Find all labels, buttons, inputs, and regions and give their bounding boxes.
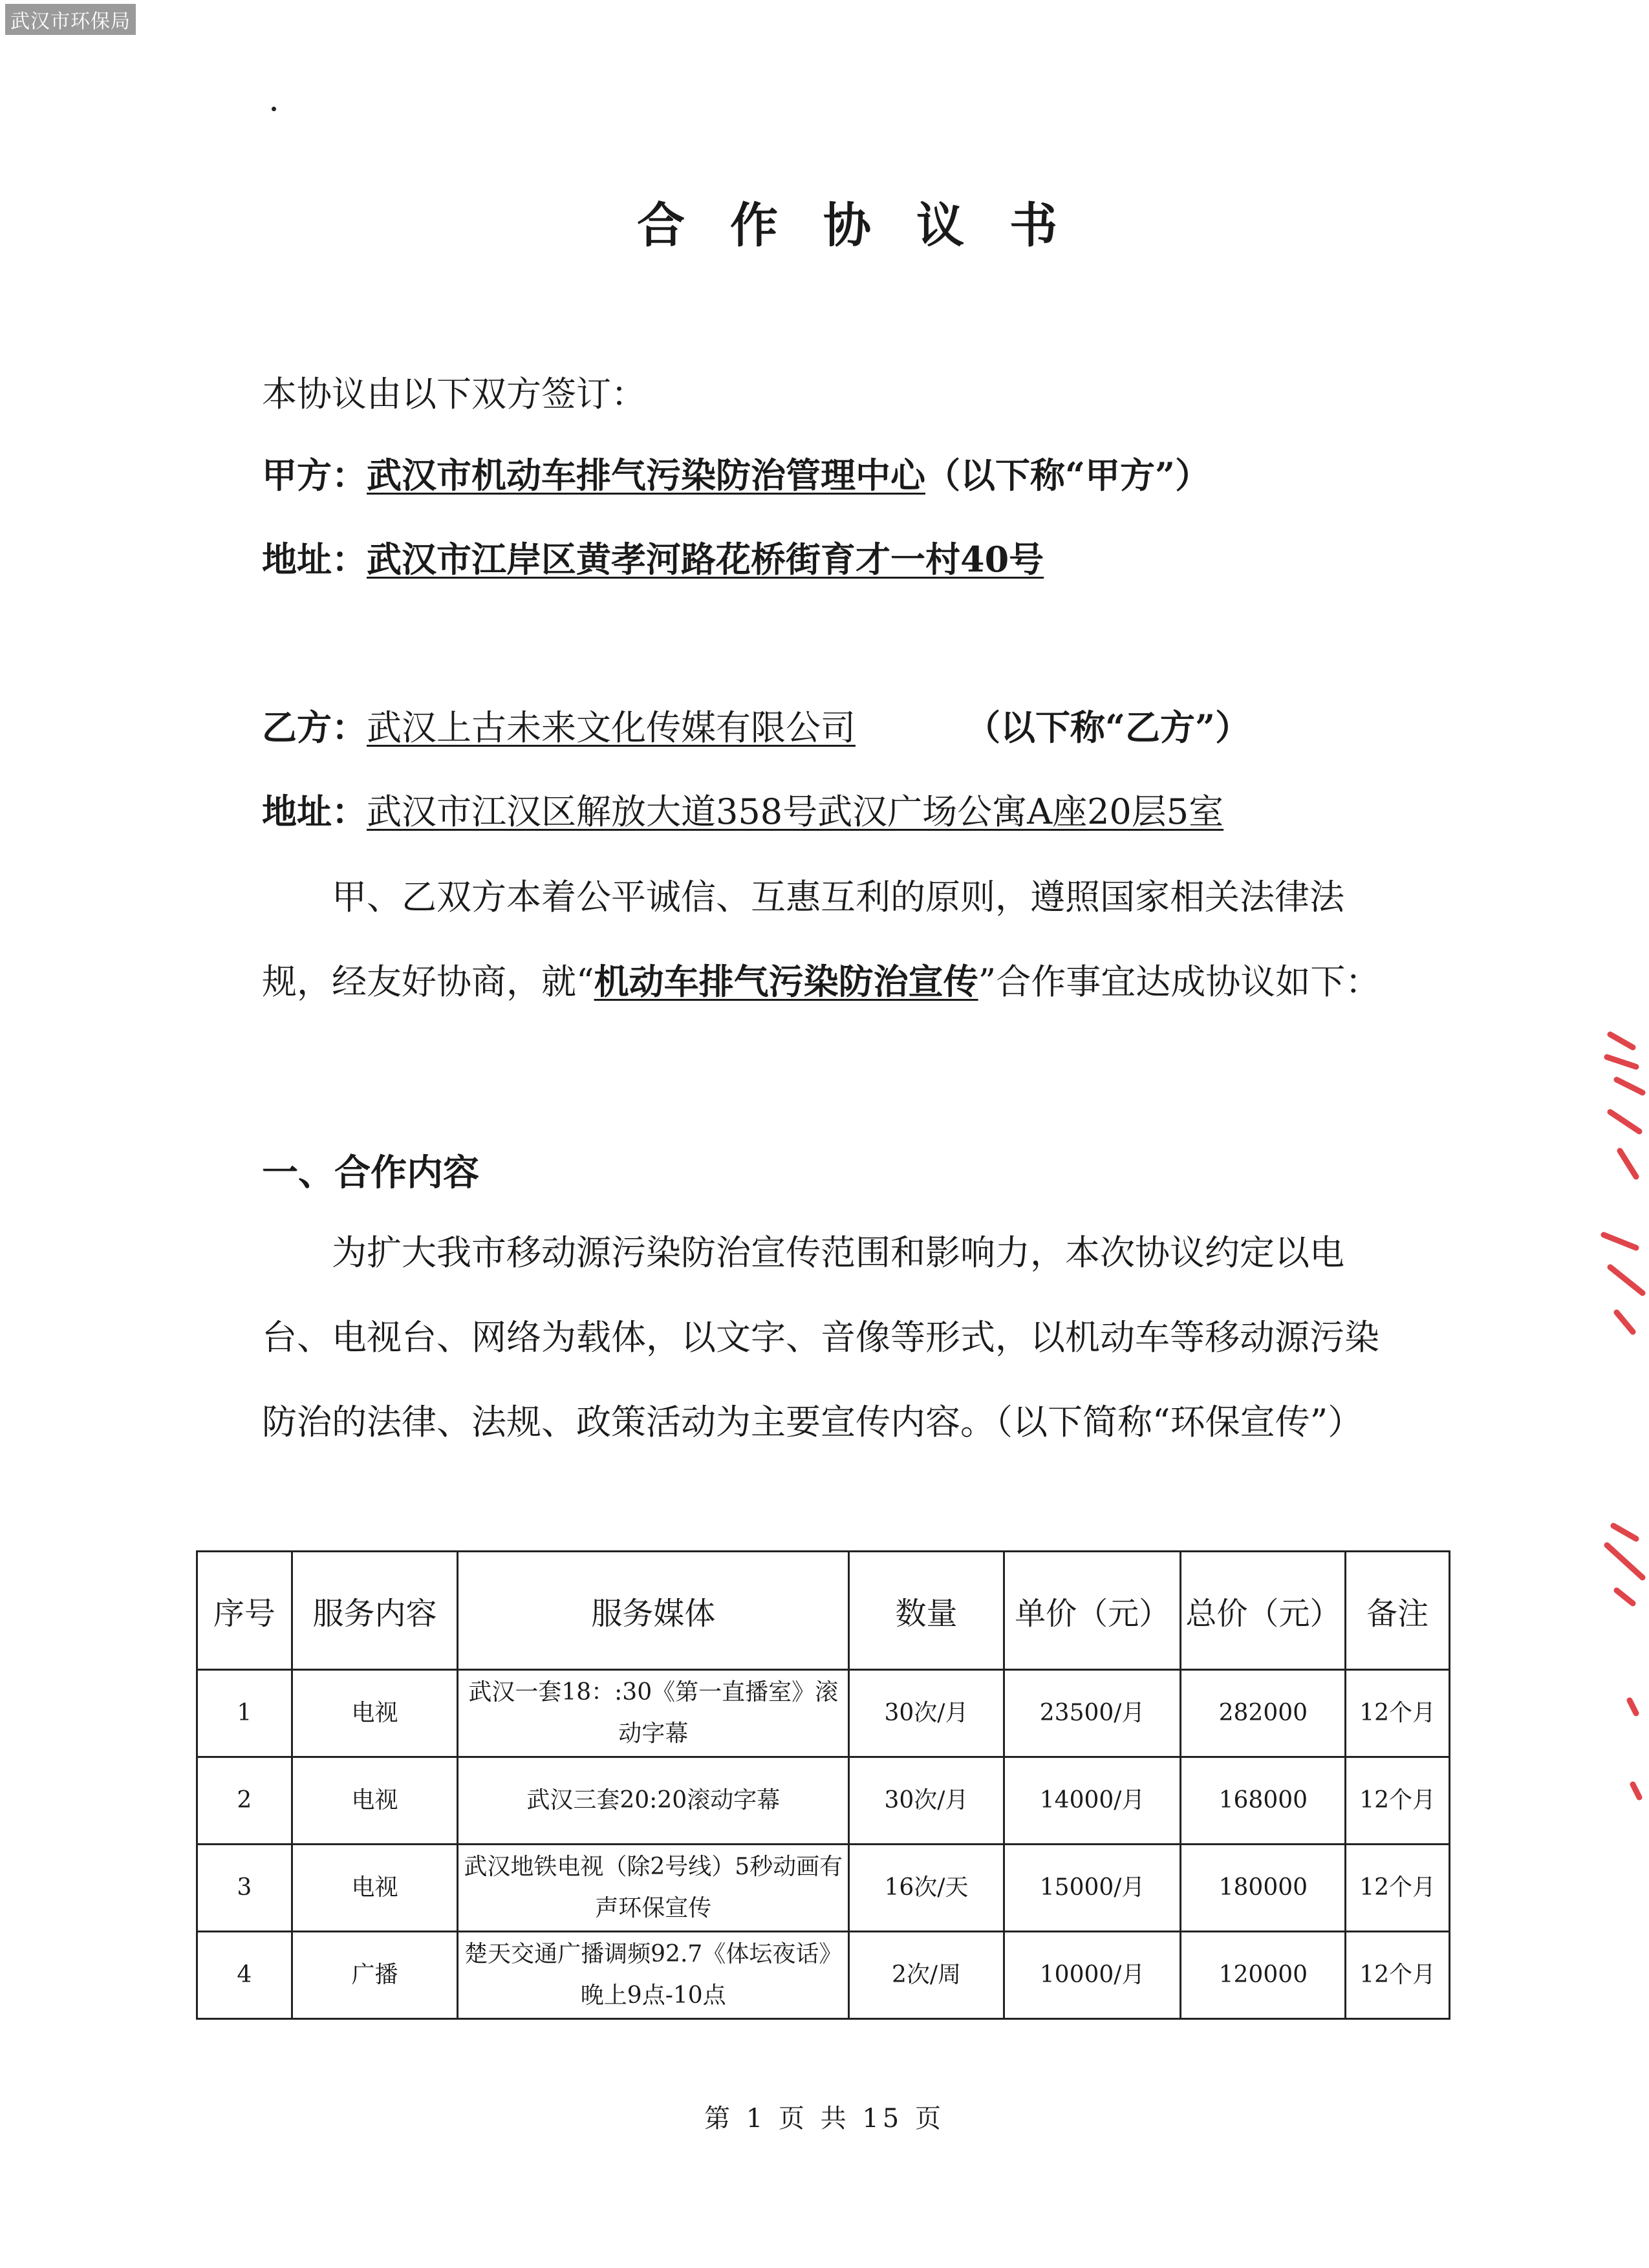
cell-media: 武汉一套18：:30《第一直播室》滚动字幕 [458,1670,849,1757]
cell-quantity: 30次/月 [849,1757,1004,1845]
party-a-address: 武汉市江岸区黄孝河路花桥街育才一村40号 [367,539,1044,580]
cell-index: 4 [197,1932,292,2019]
preamble-highlight: 机动车排气污染防治宣传 [594,961,978,1002]
party-b-alias: （以下称“乙方”） [965,707,1251,748]
party-b-address-label: 地址： [262,791,367,832]
cell-quantity: 16次/天 [849,1845,1004,1932]
cell-media: 武汉地铁电视（除2号线）5秒动画有声环保宣传 [458,1845,849,1932]
party-a-address-line [262,537,1044,582]
seal-stamp-fragment [1571,1022,1649,1830]
table-row [197,1845,1450,1932]
table-row [197,1932,1450,2019]
table-row [197,1757,1450,1845]
table-header-row [197,1552,1450,1670]
party-b-address: 武汉市江汉区解放大道358号武汉广场公寓A座20层5室 [367,791,1224,832]
cell-unit-price: 23500/月 [1004,1670,1181,1757]
cell-service: 电视 [292,1757,458,1845]
cell-service: 电视 [292,1845,458,1932]
cell-total-price: 282000 [1181,1670,1346,1757]
page-footer: 第 1 页 共 15 页 [704,2104,945,2134]
stray-dot [272,107,276,111]
header-quantity: 数量 [849,1552,1004,1670]
cell-remarks: 12个月 [1346,1757,1450,1845]
party-a-address-label: 地址： [262,539,367,580]
cell-total-price: 180000 [1181,1845,1346,1932]
intro-line: 本协议由以下双方签订： [262,374,646,414]
table-row [197,1670,1450,1757]
cell-service: 电视 [292,1670,458,1757]
preamble-after: ”合作事宜达成协议如下： [978,961,1381,1002]
party-b-name: 武汉上古未来文化传媒有限公司 [367,707,856,748]
party-b-address-line [262,789,1223,835]
header-total-price: 总价（元） [1181,1552,1346,1670]
preamble-before: 甲、乙双方本着公平诚信、互惠互利的原则，遵照国家相关法律法规，经友好协商，就“ [262,877,1344,1002]
section-paragraph: 为扩大我市移动源污染防治宣传范围和影响力，本次协议约定以电台、电视台、网络为载体，以文字、音像等形式，以机动车等移动源污染防治的法律、法规、政策活动为主要宣传内容。（以下简称“环保宣传”） [262,1232,1379,1442]
cell-index: 2 [197,1757,292,1845]
header-media: 服务媒体 [458,1552,849,1670]
cell-media: 楚天交通广播调频92.7《体坛夜话》晚上9点-10点 [458,1932,849,2019]
cell-unit-price: 10000/月 [1004,1932,1181,2019]
cell-unit-price: 14000/月 [1004,1757,1181,1845]
cell-remarks: 12个月 [1346,1670,1450,1757]
header-unit-price: 单价（元） [1004,1552,1181,1670]
party-b-line [262,705,1250,751]
cell-remarks: 12个月 [1346,1845,1450,1932]
party-b-label: 乙方： [262,707,367,748]
service-table [196,1550,1450,2020]
cell-total-price: 120000 [1181,1932,1346,2019]
watermark-label: 武汉市环保局 [5,4,136,35]
cell-quantity: 30次/月 [849,1670,1004,1757]
cell-remarks: 12个月 [1346,1932,1450,2019]
cell-index: 3 [197,1845,292,1932]
section-heading: 一、合作内容 [262,1152,479,1194]
document-title: 合作协议书 [637,198,1103,253]
cell-total-price: 168000 [1181,1757,1346,1845]
party-a-label: 甲方： [262,455,367,496]
header-index: 序号 [197,1552,292,1670]
header-remarks: 备注 [1346,1552,1450,1670]
party-a-line [262,453,1210,498]
party-a-alias: （以下称“甲方”） [925,455,1211,496]
cell-media: 武汉三套20:20滚动字幕 [458,1757,849,1845]
cell-service: 广播 [292,1932,458,2019]
cell-index: 1 [197,1670,292,1757]
preamble-paragraph [262,855,1387,1024]
party-a-name: 武汉市机动车排气污染防治管理中心 [367,455,925,496]
cell-quantity: 2次/周 [849,1932,1004,2019]
header-service: 服务内容 [292,1552,458,1670]
cell-unit-price: 15000/月 [1004,1845,1181,1932]
